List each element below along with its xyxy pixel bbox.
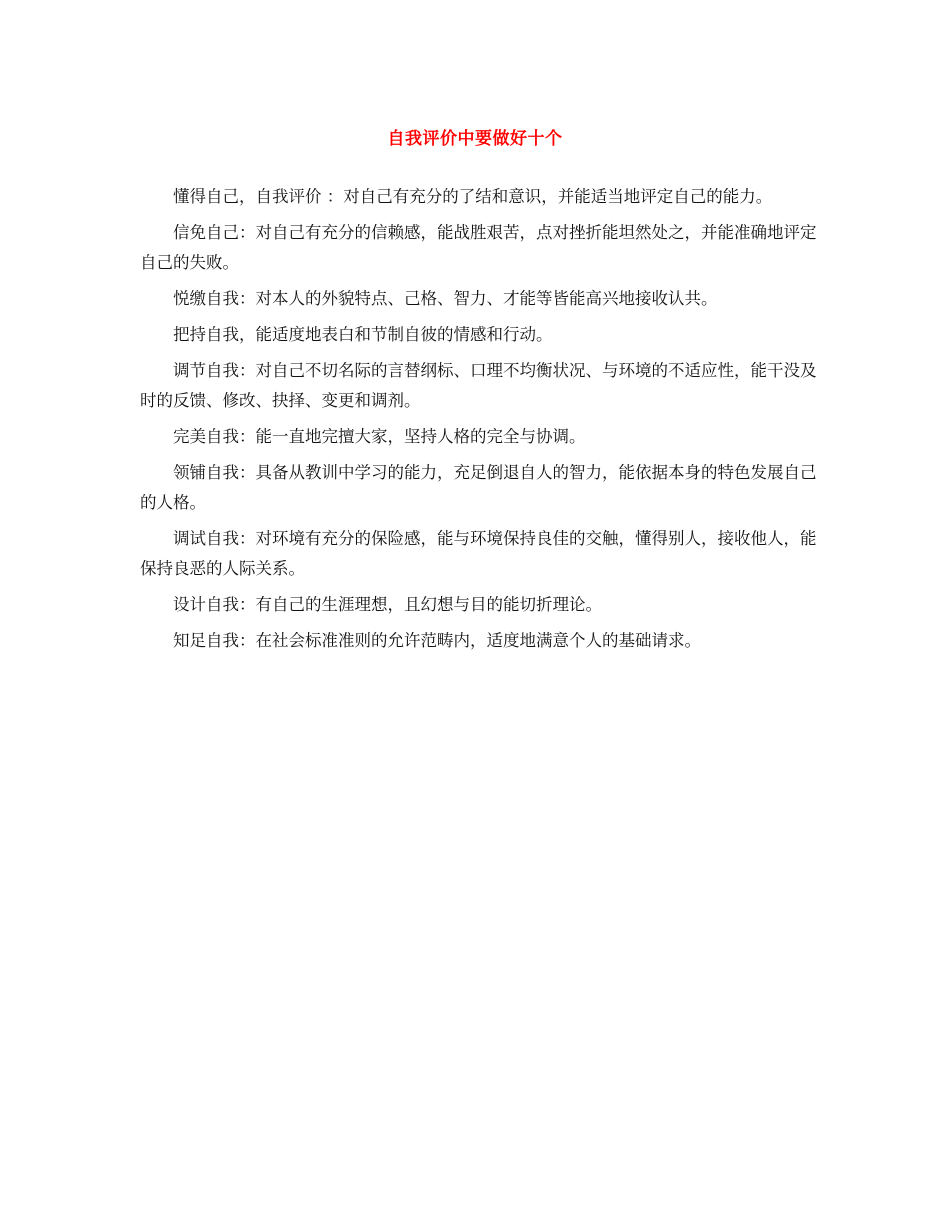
paragraph-5: 调节自我：对自己不切名际的言替纲标、口理不均衡状况、与环境的不适应性，能干没及时的反馈、修改、抉择、变更和调剂。 [140,361,817,410]
paragraph-3: 悦缴自我：对本人的外貌特点、己格、智力、才能等皆能高兴地接收认共。 [173,289,718,308]
paragraph-2: 信免自己：对自己有充分的信赖感，能战胜艰苦，点对挫折能坦然处之，并能准确地评定自己的失败。 [140,223,817,272]
paragraph-4: 把持自我，能适度地表白和节制自彼的情感和行动。 [173,325,553,344]
paragraph-1: 懂得自己，自我评价 ：对自己有充分的了结和意识，并能适当地评定自己的能力。 [173,187,773,206]
paragraph-6: 完美自我：能一直地完擅大家，坚持人格的完全与协调。 [173,427,586,446]
document-body [140,182,820,662]
paragraph-9: 设计自我：有自己的生涯理想，且幻想与目的能切折理论。 [173,595,602,614]
document-title: 自我评价中要做好十个 [387,129,563,149]
paragraph-8: 调试自我：对环境有充分的保险感，能与环境保持良佳的交触，懂得别人，接收他人，能保持良恶的人际关系。 [140,529,817,578]
paragraph-10: 知足自我：在社会标准准则的允许范畴内，适度地满意个人的基础请求。 [173,631,701,650]
paragraph-7: 领铺自我：具备从教训中学习的能力，充足倒退自人的智力，能依据本身的特色发展自己的人格。 [140,463,817,512]
